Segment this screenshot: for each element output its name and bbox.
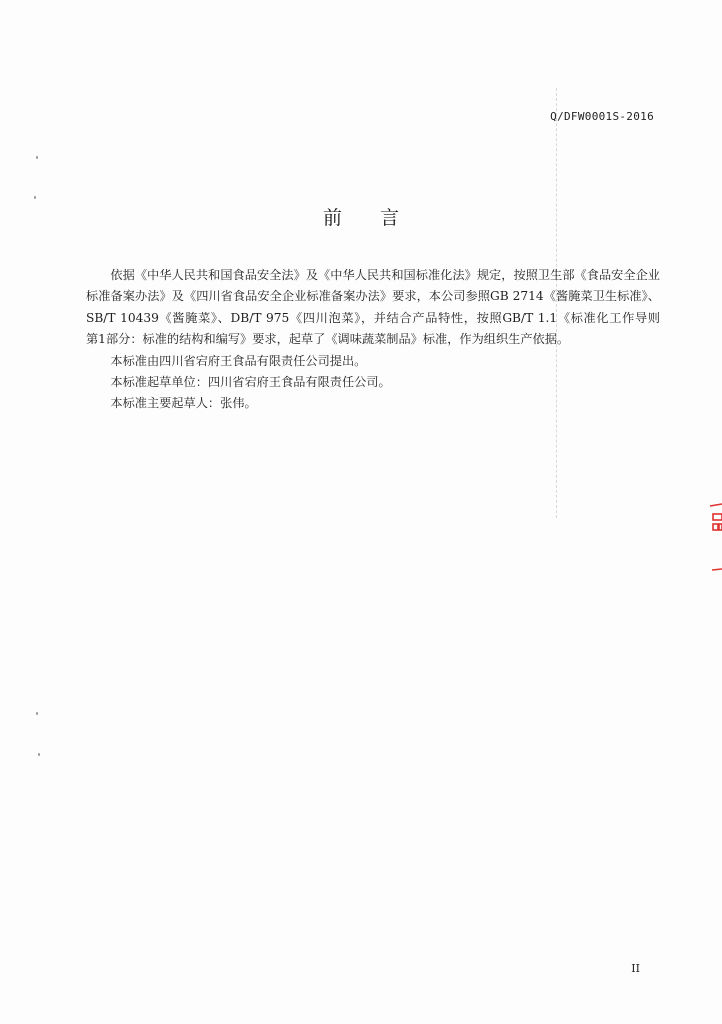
foreword-body xyxy=(86,265,673,415)
foreword-paragraph-drafter: 本标准主要起草人：张伟。 xyxy=(110,396,257,411)
foreword-paragraph-basis: 依据《中华人民共和国食品安全法》及《中华人民共和国标准化法》规定，按照卫生部《食品安全企业标准备案办法》及《四川省食品安全企业标准备案办法》要求，本公司参照GB 2714《酱腌菜卫生标准》、SB/T 10439《酱腌菜》、DB/T 975《四川泡菜》，并结合产品特性，按照GB/T 1.1《标准化工作导则 第1部分：标准的结构和编写》要求，起草了《调味蔬菜制品》标准，作为组织生产依据。 xyxy=(86,268,673,347)
page-number: II xyxy=(631,962,640,975)
foreword-paragraph-proposer: 本标准由四川省宕府王食品有限责任公司提出。 xyxy=(110,353,367,368)
page-title: 前言 xyxy=(322,207,437,229)
scan-speck xyxy=(36,156,38,159)
document-code: Q/DFW0001S-2016 xyxy=(550,110,654,123)
scan-speck xyxy=(38,753,40,756)
scan-speck xyxy=(36,712,38,715)
scan-speck xyxy=(34,196,36,199)
foreword-paragraph-drafting-unit: 本标准起草单位：四川省宕府王食品有限责任公司。 xyxy=(110,375,391,390)
red-seal-fragment xyxy=(706,500,722,574)
